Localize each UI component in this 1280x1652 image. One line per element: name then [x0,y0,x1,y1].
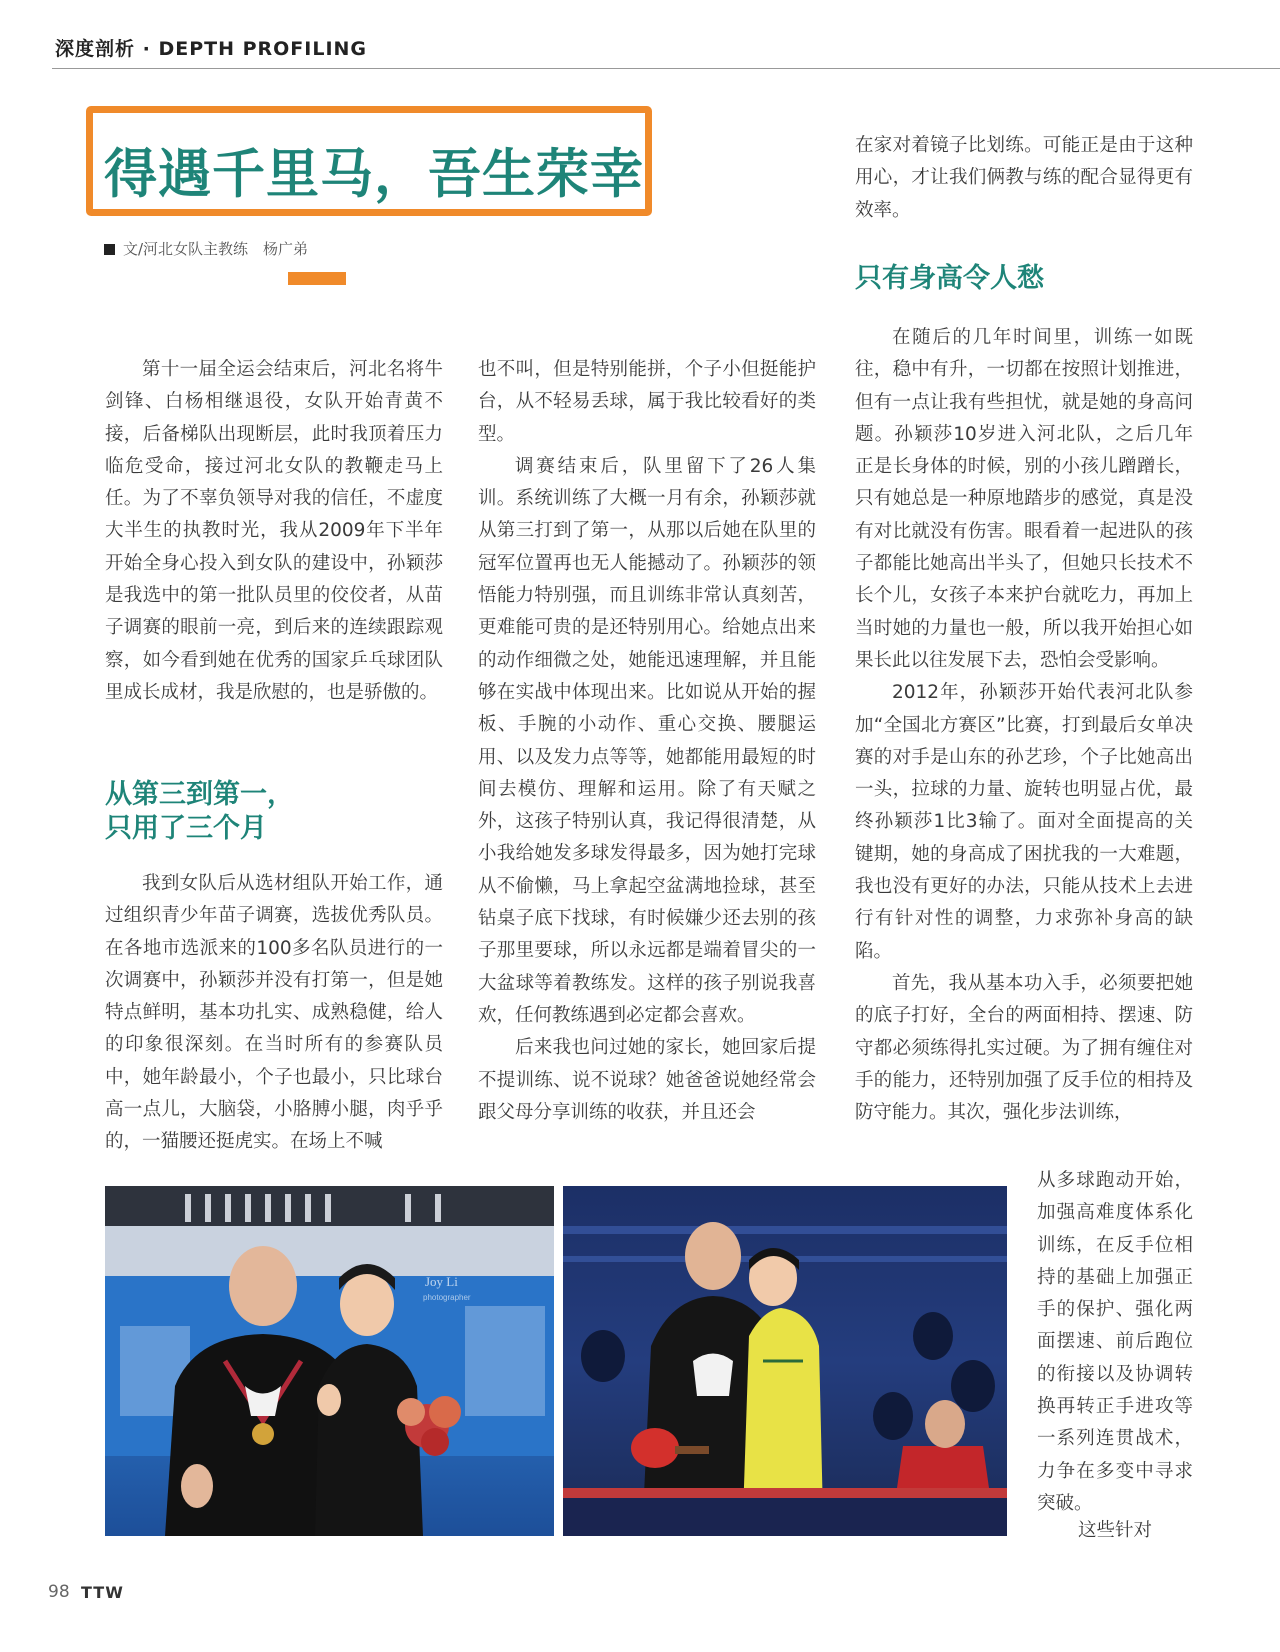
column-1 [105,354,443,709]
paragraph: 调赛结束后，队里留下了26人集训。系统训练了大概一月有余，孙颖莎就从第三打到了第一，从那以后她在队里的冠军位置再也无人能撼动了。孙颖莎的领悟能力特别强，而且训练非常认真刻苦，更难能可贵的是还特别用心。给她点出来的动作细微之处，她能迅速理解，并且能够在实战中体现出来。比如说从开始的握板、手腕的小动作、重心交换、腰腿运用、以及发力点等等，她都能用最短的时间去模仿、理解和运用。除了有天赋之外，这孩子特别认真，我记得很清楚，从小我给她发多球发得最多，因为她打完球从不偷懒，马上拿起空盆满地捡球，甚至钻桌子底下找球，有时候嫌少还去别的孩子那里要球，所以永远都是端着冒尖的一大盆球等着教练发。这样的孩子别说我喜欢，任何教练遇到必定都会喜欢。 [478,455,816,1026]
magazine-logo: TTW [81,1583,124,1602]
photo-1-illustration [105,1186,554,1536]
subheading-1-line-1: 从第三到第一， [105,779,294,810]
article-title: 得遇千里马，吾生荣幸 [104,144,644,205]
column-1-lower [105,868,443,1159]
byline [104,238,308,259]
photo-2-illustration [563,1186,1007,1536]
paragraph: 我到女队后从选材组队开始工作，通过组织青少年苗子调赛，选拔优秀队员。在各地市选派来的100多名队员进行的一次调赛中，孙颖莎并没有打第一，但是她特点鲜明，基本功扎实、成熟稳健，给人的印象很深刻。在当时所有的参赛队员中，她年龄最小，个子也最小，只比球台高一点儿，大脑袋，小胳膊小腿，肉乎乎的，一猫腰还挺虎实。在场上不喊 [105,873,443,1153]
photo-watermark: Joy Li [425,1274,458,1289]
section-label: 深度剖析 · DEPTH PROFILING [55,38,368,60]
column-3 [855,322,1193,1129]
column-3-wrap-text: 从多球跑动开始，加强高难度体系化训练，在反手位相持的基础上加强正手的保护、强化两面摆速、前后跑位的衔接以及协调转换再转正手进攻等一系列连贯战术，力争在多变中寻求突破。 [1037,1170,1193,1514]
paragraph: 后来我也问过她的家长，她回家后提不提训练、说不说球？她爸爸说她经常会跟父母分享训练的收获，并且还会 [478,1037,816,1123]
page-number: 98 [48,1582,70,1602]
subheading-1-line-2: 只用了三个月 [105,813,267,844]
byline-square-icon [104,244,115,255]
paragraph: 2012年，孙颖莎开始代表河北队参加“全国北方赛区”比赛，打到最后女单决赛的对手是山东的孙艺珍，个子比她高出一头，拉球的力量、旋转也明显占优，最终孙颖莎1比3输了。面对全面提高的关键期，她的身高成了困扰我的一大难题，我也没有更好的办法，只能从技术上去进行有针对性的调整，力求弥补身高的缺陷。 [855,682,1193,962]
paragraph: 首先，我从基本功入手，必须要把她的底子打好，全台的两面相持、摆速、防守都必须练得扎实过硬。为了拥有缠住对手的能力，还特别加强了反手位的相持及防守能力。其次，强化步法训练， [855,972,1193,1124]
paragraph: 在随后的几年时间里，训练一如既往，稳中有升，一切都在按照计划推进，但有一点让我有些担忧，就是她的身高问题。孙颖莎10岁进入河北队，之后几年正是长身体的时候，别的小孩儿蹭蹭长，只有她总是一种原地踏步的感觉，真是没有对比就没有伤害。眼看着一起进队的孩子都能比她高出半头了，但她只长技术不长个儿，女孩子本来护台就吃力，再加上当时她的力量也一般，所以我开始担心如果长此以往发展下去，恐怕会受影响。 [855,327,1193,671]
photo-coach-and-player-medal [105,1186,554,1536]
byline-text: 文/河北女队主教练 杨广弟 [123,240,309,258]
column-2 [478,354,816,1129]
paragraph: 第十一届全运会结束后，河北名将牛剑锋、白杨相继退役，女队开始青黄不接，后备梯队出现断层，此时我顶着压力临危受命，接过河北女队的教鞭走马上任。为了不辜负领导对我的信任，不虚度大半生的执教时光，我从2009年下半年开始全身心投入到女队的建设中，孙颖莎是我选中的第一批队员里的佼佼者，从苗子调赛的眼前一亮，到后来的连续跟踪观察，如今看到她在优秀的国家乒乓球团队里成长成材，我是欣慰的，也是骄傲的。 [105,359,443,703]
svg-text:photographer: photographer [423,1293,471,1302]
subheading-1 [105,778,294,846]
subheading-2: 只有身高令人愁 [855,263,1044,294]
column-3-top [855,130,1193,227]
header-rule [52,68,1280,69]
orange-accent-bar [288,272,346,285]
photo-coach-hugging-player [563,1186,1007,1536]
paragraph: 在家对着镜子比划练。可能正是由于这种用心，才让我们俩教与练的配合显得更有效率。 [855,135,1193,221]
column-3-tail: 这些针对 [1078,1520,1153,1541]
paragraph: 也不叫，但是特别能拼，个子小但挺能护台，从不轻易丢球，属于我比较看好的类型。 [478,359,816,445]
